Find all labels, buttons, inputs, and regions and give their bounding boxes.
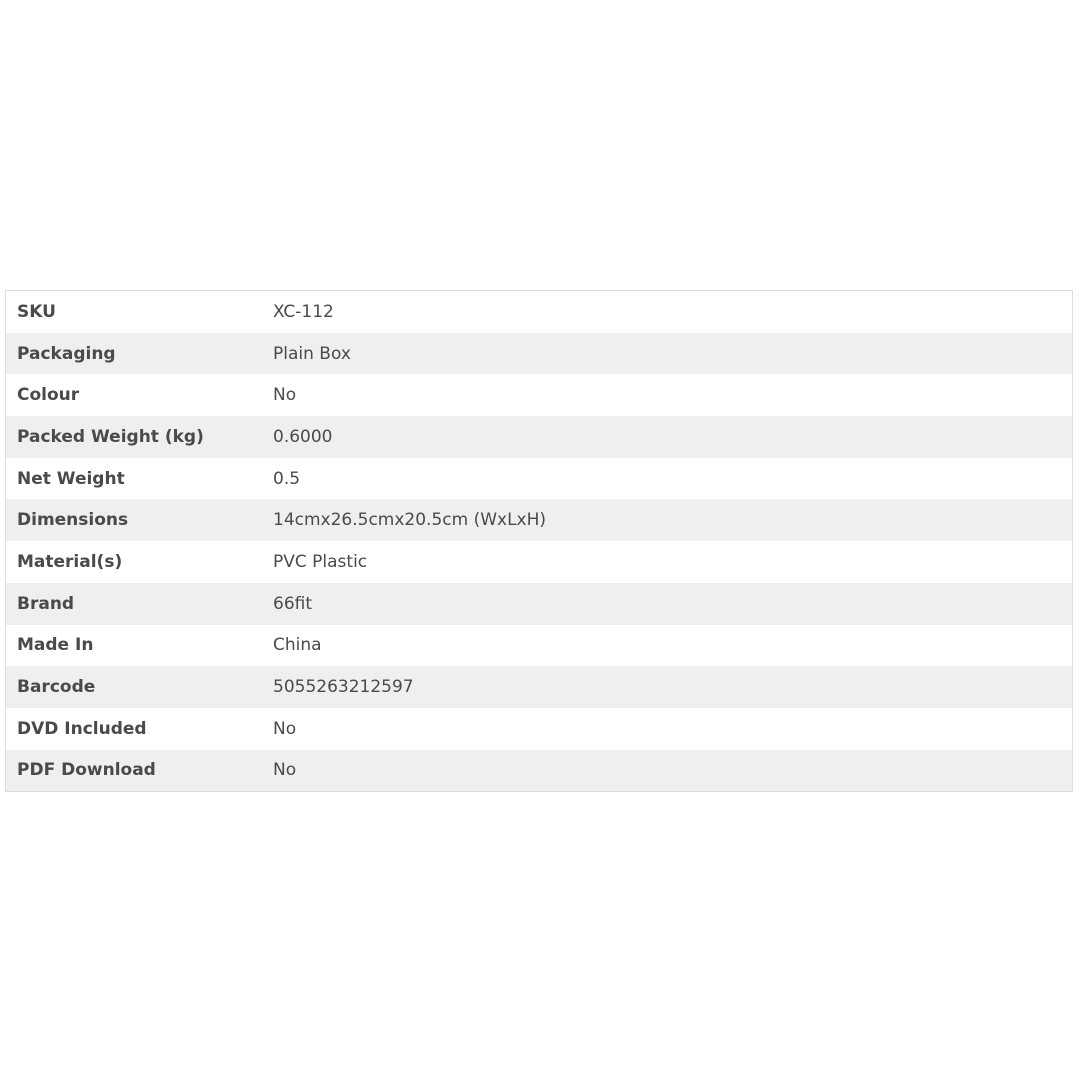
spec-value: China [273, 635, 322, 656]
spec-label: PDF Download [17, 760, 156, 781]
spec-value: 0.5 [273, 468, 301, 489]
spec-row-colour [6, 374, 1072, 416]
spec-label: Packed Weight (kg) [17, 426, 204, 447]
spec-value: XC-112 [273, 301, 334, 322]
spec-label: Material(s) [17, 551, 123, 572]
spec-label: Colour [17, 385, 80, 406]
spec-value: No [273, 718, 297, 739]
spec-row-dvd-included [6, 708, 1072, 750]
spec-label: Packaging [17, 343, 116, 364]
spec-value: No [273, 760, 297, 781]
spec-value: Plain Box [273, 343, 351, 364]
spec-label: Barcode [17, 677, 96, 698]
spec-row-sku [6, 291, 1072, 333]
spec-row-brand [6, 583, 1072, 625]
spec-row-dimensions [6, 499, 1072, 541]
product-spec-table [5, 290, 1073, 792]
spec-label: DVD Included [17, 718, 147, 739]
spec-row-net-weight [6, 458, 1072, 500]
spec-row-packed-weight [6, 416, 1072, 458]
spec-value: 66fit [273, 593, 313, 614]
spec-row-packaging [6, 333, 1072, 375]
spec-row-made-in [6, 625, 1072, 667]
spec-label: Brand [17, 593, 75, 614]
spec-label: Net Weight [17, 468, 125, 489]
spec-value: 5055263212597 [273, 677, 414, 698]
spec-value: PVC Plastic [273, 551, 368, 572]
spec-label: Dimensions [17, 510, 129, 531]
spec-value: 14cmx26.5cmx20.5cm (WxLxH) [273, 510, 547, 531]
spec-row-barcode [6, 666, 1072, 708]
spec-value: No [273, 385, 297, 406]
spec-value: 0.6000 [273, 426, 333, 447]
spec-label: Made In [17, 635, 94, 656]
spec-row-pdf-download [6, 750, 1072, 792]
spec-label: SKU [17, 301, 56, 322]
spec-row-materials [6, 541, 1072, 583]
